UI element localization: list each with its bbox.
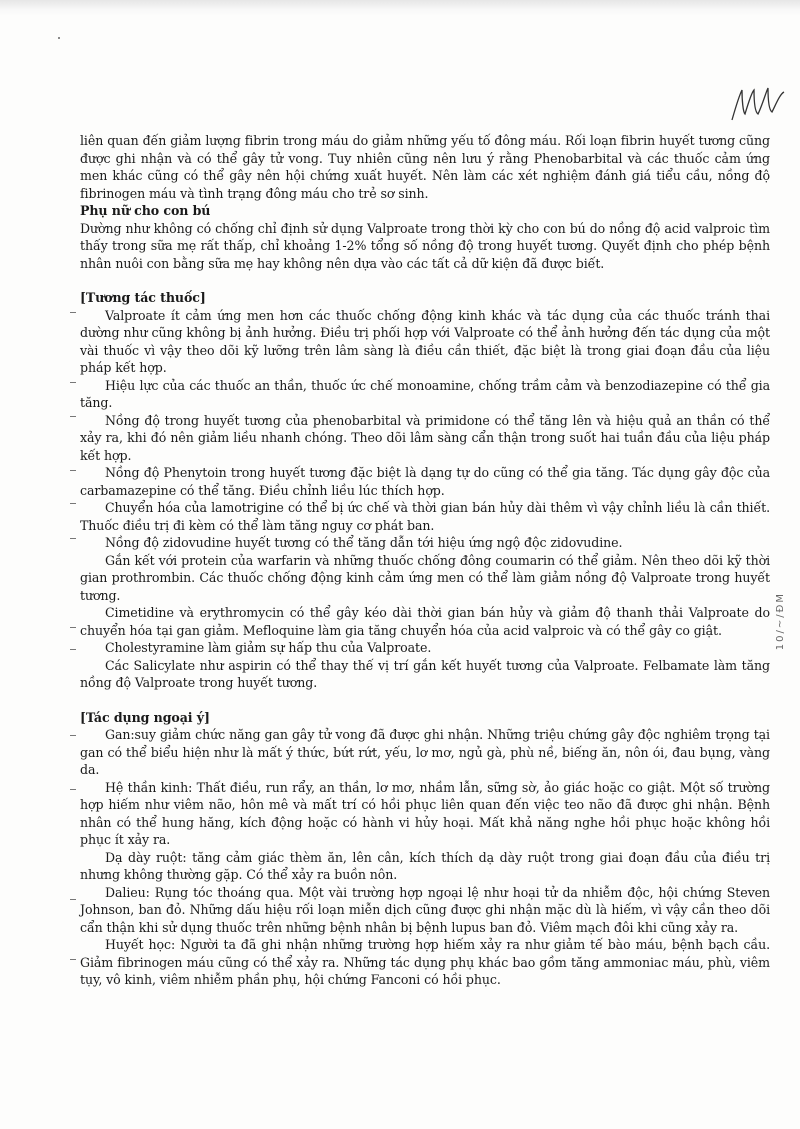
paragraph-breastfeeding: Dường như không có chống chỉ định sử dụng Valproate trong thời kỳ cho con bú do nồng độ acid valproic tìm thấy trong sữa mẹ rất thấp, chỉ khoảng 1-2% tổng số nồng độ trong huyết tương. Quyết định cho phép bệnh nhân nuôi con bằng sữa mẹ hay không nên dựa vào các tất cả dữ kiện đã được biết. xyxy=(80,220,770,271)
margin-tick xyxy=(70,959,76,960)
handwritten-signature xyxy=(728,84,788,124)
margin-tick xyxy=(70,416,76,417)
paragraph-interaction-2: Hiệu lực của các thuốc an thần, thuốc ức chế monoamine, chống trầm cảm và benzodiazepine có thể gia tăng. xyxy=(80,377,770,410)
margin-tick xyxy=(70,649,76,650)
margin-tick xyxy=(70,470,76,471)
paragraph-interaction-6: Nồng độ zidovudine huyết tương có thể tăng dẫn tới hiệu ứng ngộ độc zidovudine. xyxy=(105,535,623,550)
margin-tick xyxy=(70,382,76,383)
margin-tick xyxy=(70,503,76,504)
paragraph-interaction-1: Valproate ít cảm ứng men hơn các thuốc chống động kinh khác và tác dụng của các thuốc tránh thai dường như cũng không bị ảnh hưởng. Điều trị phối hợp với Valproate có thể ảnh hưởng đến tác dụng của một vài thuốc vì vậy theo dõi kỹ lưỡng trên lâm sàng là điều cần thiết, đặc biệt là trong giai đoạn đầu của liệu pháp kết hợp. xyxy=(80,307,770,375)
paragraph-interaction-3: Nồng độ trong huyết tương của phenobarbital và primidone có thể tăng lên và hiệu quả an thần có thể xảy ra, khi đó nên giảm liều nhanh chóng. Theo dõi lâm sàng cẩn thận trong suốt hai tuần đầu của liệu pháp kết hợp. xyxy=(80,412,770,463)
side-stamp xyxy=(775,592,797,742)
heading-adverse-effects: [Tác dụng ngoại ý] xyxy=(80,709,210,725)
paragraph-fibrin: liên quan đến giảm lượng fibrin trong máu do giảm những yếu tố đông máu. Rối loạn fibrin huyết tương cũng được ghi nhận và có thể gây tử vong. Tuy nhiên cũng nên lưu ý rằng Phenobarbital và các thuốc cảm ứng men khác cũng có thể gây nên hội chứng xuất huyết. Nên làm các xét nghiệm đánh giá tiểu cầu, nồng độ fibrinogen máu và tình trạng đông máu cho trẻ sơ sinh. xyxy=(80,133,770,201)
margin-tick xyxy=(70,312,76,313)
paragraph-interaction-10: Các Salicylate như aspirin có thể thay thế vị trí gắn kết huyết tương của Valproate. Felbamate làm tăng nồng độ Valproate trong huyết tương. xyxy=(80,657,770,690)
scan-speck xyxy=(58,37,60,39)
paragraph-adverse-gi: Dạ dày ruột: tăng cảm giác thèm ăn, lên cân, kích thích dạ dày ruột trong giai đoạn đầu của điều trị nhưng không thường gặp. Có thể xảy ra buồn nôn. xyxy=(80,849,770,882)
paragraph-adverse-nervous: Hệ thần kinh: Thất điều, run rẩy, an thần, lơ mơ, nhầm lẫn, sững sờ, ảo giác hoặc co giật. Một số trường hợp hiếm như viêm não, hôn mê và mất trí có hồi phục liên quan đến việc teo não đã được ghi nhận. Bệnh nhân có thể hung hăng, kích động hoặc có hành vi hủy hoại. Mất khả năng nghe hồi phục hoặc không hồi phục ít xảy ra. xyxy=(80,779,770,847)
paragraph-adverse-skin: Dalieu: Rụng tóc thoáng qua. Một vài trường hợp ngoại lệ như hoại tử da nhiễm độc, hội chứng Steven Johnson, ban đỏ. Những dấu hiệu rối loạn miễn dịch cũng được ghi nhận mặc dù là hiếm, vì vậy cần theo dõi cẩn thận khi sử dụng thuốc trên những bệnh nhân bị bệnh lupus ban đỏ. Viêm mạch đôi khi cũng xảy ra. xyxy=(80,884,770,935)
margin-tick xyxy=(70,538,76,539)
margin-tick xyxy=(70,627,76,628)
heading-breastfeeding: Phụ nữ cho con bú xyxy=(80,203,211,218)
heading-interactions: [Tương tác thuốc] xyxy=(80,290,206,305)
paragraph-interaction-4: Nồng độ Phenytoin trong huyết tương đặc biệt là dạng tự do cũng có thể gia tăng. Tác dụng gây độc của carbamazepine có thể tăng. Điều chỉnh liều lúc thích hợp. xyxy=(80,465,770,498)
paragraph-adverse-blood: Huyết học: Người ta đã ghi nhận những trường hợp hiếm xảy ra như giảm tế bào máu, bệnh bạch cầu. Giảm fibrinogen máu cũng có thể xảy ra. Những tác dụng phụ khác bao gồm tăng ammoniac máu, phù, viêm tụy, vô kinh, viêm nhiễm phần phụ, hội chứng Fanconi có hồi phục. xyxy=(80,937,770,987)
margin-tick xyxy=(70,735,76,736)
paragraph-interaction-9: Cholestyramine làm giảm sự hấp thu của Valproate. xyxy=(105,640,432,655)
paragraph-interaction-8: Cimetidine và erythromycin có thể gây kéo dài thời gian bán hủy và giảm độ thanh thải Valproate do chuyển hóa tại gan giảm. Mefloquine làm gia tăng chuyển hóa của acid valproic và có thể gây co giật. xyxy=(80,605,770,638)
paragraph-adverse-liver: Gan:suy giảm chức năng gan gây tử vong đã được ghi nhận. Những triệu chứng gây độc nghiêm trọng tại gan có thể biểu hiện như là mất ý thức, bứt rứt, yếu, lơ mơ, ngủ gà, phù nề, biếng ăn, nôn ói, đau bụng, vàng da. xyxy=(80,727,770,777)
scan-edge xyxy=(0,0,800,16)
document-body xyxy=(80,132,770,989)
paragraph-interaction-7: Gắn kết với protein của warfarin và những thuốc chống đông coumarin có thể giảm. Nên theo dõi kỹ thời gian prothrombin. Các thuốc chống động kinh cảm ứng men có thể làm giảm nồng độ Valproate trong huyết tương. xyxy=(80,552,770,603)
side-stamp-text: 10/~/ĐM xyxy=(775,592,786,651)
margin-tick xyxy=(70,789,76,790)
paragraph-interaction-5: Chuyển hóa của lamotrigine có thể bị ức chế và thời gian bán hủy dài thêm vì vậy chỉnh liều là cần thiết. Thuốc điều trị đi kèm có thể làm tăng nguy cơ phát ban. xyxy=(80,500,770,533)
margin-tick xyxy=(70,899,76,900)
